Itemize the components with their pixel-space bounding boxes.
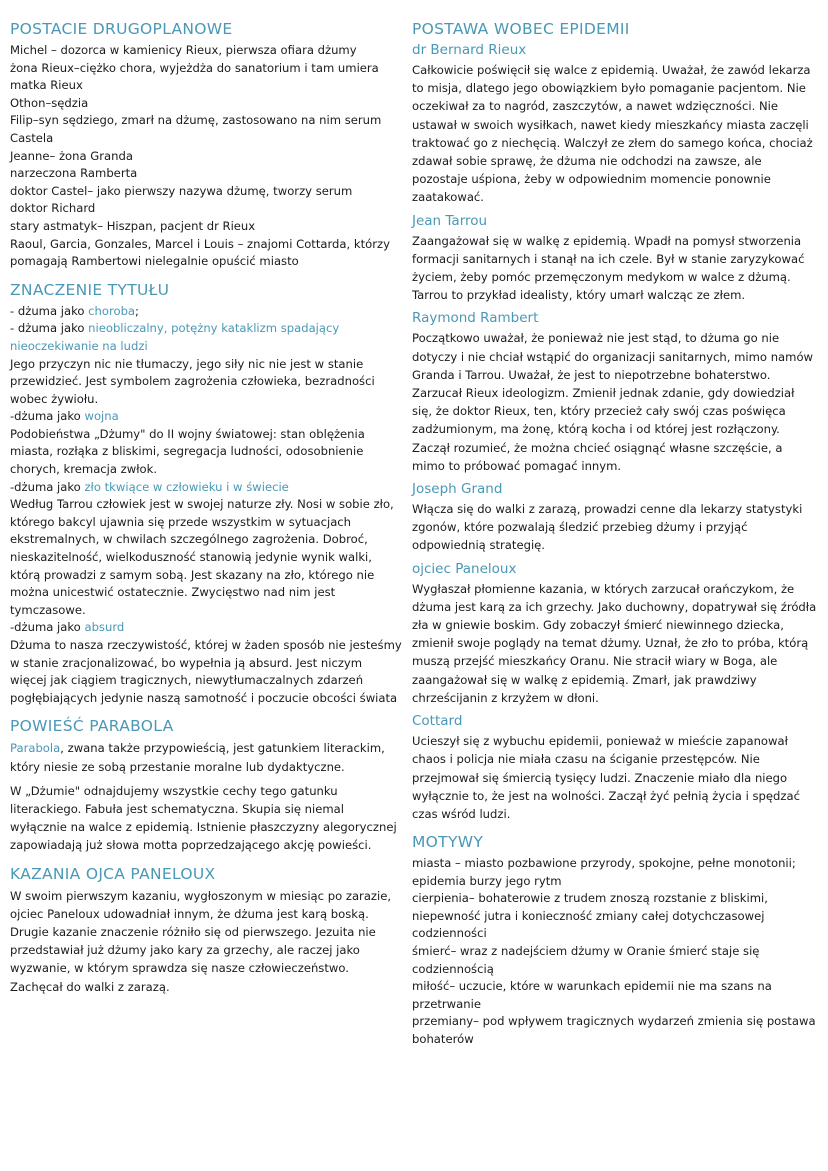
item-suffix: ;	[135, 303, 139, 318]
parabola-definition	[10, 739, 402, 775]
person-text: Zaangażował się w walkę z epidemią. Wpadł na pomysł stworzenia formacji sanitarnych i stanął na ich czele. Był w stanie zaryzykować życiem, żeby pomóc przemęczonym medykom w walce z dżumą. Tarrou to przykład idealisty, który umarł walcząc ze złem.	[412, 233, 805, 303]
person-block	[412, 213, 818, 305]
item-accent: choroba	[88, 303, 136, 318]
item-prefix: - dżuma jako	[10, 303, 89, 318]
person-text: Włącza się do walki z zarazą, prowadzi cenne dla lekarzy statystyki zgonów, które pozwalają śledzić przebieg dżumy i przyjąć odpowiednią strategię.	[412, 502, 803, 553]
section-postawa	[412, 20, 818, 823]
heading-postacie: POSTACIE DRUGOPLANOWE	[10, 20, 233, 38]
postac-line: doktor Castel– jako pierwszy nazywa dżumę, tworzy serum	[10, 183, 353, 198]
right-column	[412, 14, 818, 1059]
znaczenie-item-wojna	[10, 408, 402, 426]
person-block	[412, 42, 818, 207]
item-accent: wojna	[84, 409, 119, 424]
motyw-line: cierpienia– bohaterowie z trudem znoszą rozstanie z bliskimi, niepewność jutra i konieczność zmiany całej dotychczasowej codzienności	[412, 891, 768, 941]
person-name: dr Bernard Rieux	[412, 42, 527, 58]
item-accent: absurd	[84, 620, 125, 635]
heading-znaczenie: ZNACZENIE TYTUŁU	[10, 280, 170, 299]
postac-line: matka Rieux	[10, 78, 83, 93]
heading-parabola: POWIEŚĆ PARABOLA	[10, 717, 174, 736]
item-prefix: -dżuma jako	[10, 620, 85, 635]
motyw-line: miasta – miasto pozbawione przyrody, spokojne, pełne monotonii; epidemia burzy jego rytm	[412, 856, 796, 888]
item-text: Podobieństwa „Dżumy" do II wojny światowej: stan oblężenia miasta, rozłąka z bliskimi, segregacja ludności, odosobnienie chorych, kremacja zwłok.	[10, 426, 365, 477]
item-accent: nieobliczalny, potężny kataklizm spadający nieoczekiwanie na ludzi	[10, 321, 340, 353]
person-name: Raymond Rambert	[412, 310, 539, 327]
item-text: Według Tarrou człowiek jest w swojej naturze zły. Nosi w sobie zło, którego bakcyl ujawnia się przede wszystkim w sytuacjach ekstremalnych, w chwilach szczególnego zagrożenia. Dobroć, nieskazitelność, wielkoduszność stanowią jedynie wynik walki, którą prowadzi z samym sobą. Jest skazany na zło, którego nie można unicestwić ostatecznie. Zwycięstwo nad nim jest tymczasowe.	[10, 497, 394, 617]
parabola-term: Parabola	[10, 741, 61, 756]
postac-line: Filip–syn sędziego, zmarł na dżumę, zastosowano na nim serum Castela	[10, 113, 382, 145]
person-name: Joseph Grand	[412, 481, 503, 498]
person-block	[412, 310, 818, 475]
section-parabola	[10, 717, 402, 854]
postac-line: stary astmatyk– Hiszpan, pacjent dr Rieux	[10, 218, 256, 233]
parabola-paragraph: W „Dżumie" odnajdujemy wszystkie cechy tego gatunku literackiego. Fabuła jest schematyczna. Skupia się niemal wyłącznie na walce z epidemią. Istnienie płaszczyzny alegorycznej zapowiadają już słowa motta poprzedzającego akcję powieści.	[10, 783, 397, 853]
item-text: Jego przyczyn nic nie tłumaczy, jego siły nic nie jest w stanie przewidzieć. Jest symbolem zagrożenia człowieka, bezradności wobec żywiołu.	[10, 356, 375, 406]
person-name: ojciec Paneloux	[412, 560, 517, 577]
heading-motywy: MOTYWY	[412, 833, 484, 852]
postac-line: Michel – dozorca w kamienicy Rieux, pierwsza ofiara dżumy	[10, 43, 357, 57]
item-prefix: -dżuma jako	[10, 479, 85, 494]
znaczenie-item-kataklizm	[10, 320, 402, 355]
item-text: Dżuma to nasza rzeczywistość, której w żaden sposób nie jesteśmy w stanie zracjonalizować, bo wypełnia ją absurd. Jest niczym więcej jak ciągiem tragicznych, niewytłumaczalnych zdarzeń pogłębiających jedynie naszą samotność i poczucie obcości świata	[10, 638, 402, 705]
item-prefix: -dżuma jako	[10, 409, 85, 424]
motyw-line: miłość– uczucie, które w warunkach epidemii nie ma szans na przetrwanie	[412, 979, 772, 1011]
person-text: Ucieszył się z wybuchu epidemii, ponieważ w mieście zapanował chaos i policja nie miała czasu na ściganie przestępców. Nie przejmował się śmiercią tysięcy ludzi. Znaczenie miało dla niego wyłącznie to, że jest na wolności. Zaczął żyć pełnią życia i spędzać czas wśród ludzi.	[412, 734, 800, 821]
postac-line: narzeczona Ramberta	[10, 166, 138, 181]
znaczenie-item-zlo	[10, 479, 402, 497]
kazania-paragraph: W swoim pierwszym kazaniu, wygłoszonym w miesiąc po zarazie, ojciec Paneloux udowadniał innym, że dżuma jest karą boską. Drugie kazanie znaczenie różniło się od pierwszego. Jezuita nie przedstawiał już dżumy jako kary za grzechy, ale raczej jako wyzwanie, w którym sprawdza się nasze człowieczeństwo. Zachęcał do walki z zarazą.	[10, 888, 392, 994]
heading-postawa: POSTAWA WOBEC EPIDEMII	[412, 20, 630, 38]
item-accent: zło tkwiące w człowieku i w świecie	[84, 479, 289, 494]
motyw-line: śmierć– wraz z nadejściem dżumy w Oranie śmierć staje się codziennością	[412, 944, 760, 976]
left-column	[10, 14, 402, 1006]
znaczenie-item-choroba	[10, 303, 402, 321]
section-postacie	[10, 20, 402, 271]
parabola-definition-text: , zwana także przypowieścią, jest gatunkiem literackim, który niesie ze sobą przestanie moralne lub dydaktyczne.	[10, 741, 385, 774]
postac-line: Jeanne– żona Granda	[10, 148, 133, 163]
person-text: Początkowo uważał, że ponieważ nie jest stąd, to dżuma go nie dotyczy i nie chciał wstąpić do organizacji sanitarnych, mimo namów Granda i Tarrou. Uważał, że jest to niepotrzebne bohaterstwo. Zarzucał Rieux ideologizm. Zmienił jednak zdanie, gdy dowiedział się, że doktor Rieux, ten, który przecież cały swój czas poświęca zadżumionym, ma żonę, którą kocha i od której jest rozłączony. Zaczął rozumieć, że można chcieć osiągnąć własne szczęście, a mimo to próbować pomagać innym.	[412, 331, 814, 473]
person-block	[412, 481, 818, 555]
znaczenie-item-absurd	[10, 619, 402, 637]
person-text: Całkowicie poświęcił się walce z epidemią. Uważał, że zawód lekarza to misja, dlatego jego obowiązkiem było pomaganie pacjentom. Nie oczekiwał za to nagród, zaszczytów, a nawet wdzięczności. Nie ustawał w swoich wysiłkach, nawet kiedy mieszkańcy miasta zaczęli traktować go z niechęcią. Walczył ze złem do samego końca, chociaż zdawał sobie sprawę, że dżuma nie odchodzi na zawsze, ale pozostaje uśpiona, żeby w odpowiednim momencie ponownie zaatakować.	[412, 63, 813, 205]
postac-line: Othon–sędzia	[10, 95, 89, 110]
postac-line: doktor Richard	[10, 201, 96, 216]
item-prefix: - dżuma jako	[10, 321, 89, 336]
person-text: Wygłaszał płomienne kazania, w których zarzucał orańczykom, że dżuma jest karą za ich grzechy. Jako duchowny, dopatrywał się źródła zła w gniewie boskim. Gdy zobaczył śmierć niewinnego dziecka, zmienił swoje poglądy na temat dżumy. Uznał, że zło to próba, którą muszą przejść mieszkańcy Oranu. Nie stracił wiary w Boga, ale zaangażował się w walkę z epidemią. Zmarł, jak prawdziwy chrześcijanin z krzyżem w dłoni.	[412, 581, 817, 705]
heading-kazania: KAZANIA OJCA PANELOUX	[10, 864, 216, 883]
section-kazania	[10, 865, 402, 996]
section-motywy	[412, 833, 818, 1049]
person-block	[412, 713, 818, 823]
person-name: Jean Tarrou	[412, 212, 488, 229]
section-znaczenie	[10, 281, 402, 708]
motyw-line: przemiany– pod wpływem tragicznych wydarzeń zmienia się postawa bohaterów	[412, 1014, 816, 1047]
person-block	[412, 561, 818, 707]
person-name: Cottard	[412, 713, 463, 730]
postac-line: żona Rieux–ciężko chora, wyjeżdża do sanatorium i tam umiera	[10, 60, 379, 75]
postac-line: Raoul, Garcia, Gonzales, Marcel i Louis – znajomi Cottarda, którzy pomagają Rambertowi nielegalnie opuścić miasto	[10, 236, 390, 269]
